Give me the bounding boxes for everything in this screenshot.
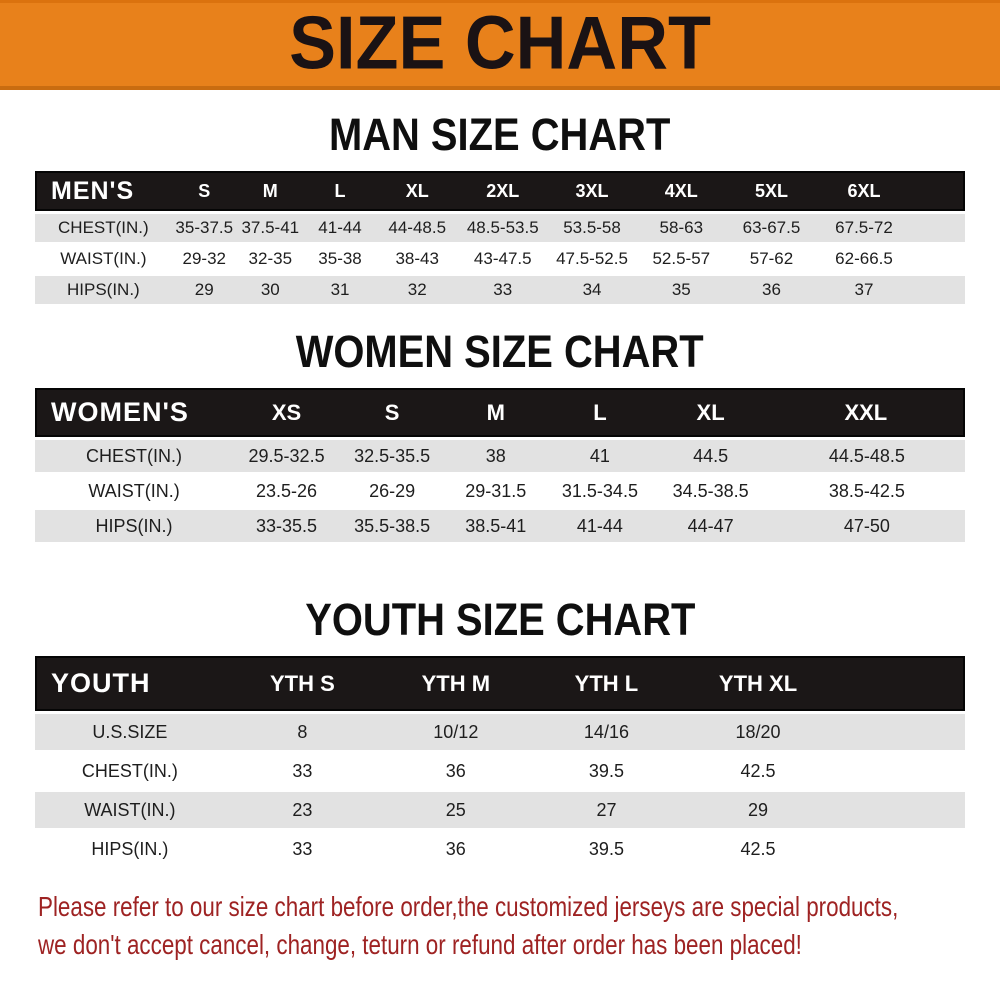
youth-row-u-s-size	[35, 714, 965, 750]
footer-disclaimer-line2	[38, 926, 1000, 964]
women-col-header-xl: XL	[652, 388, 768, 437]
youth-cell-u-s-size-yth-l: 14/16	[532, 714, 682, 750]
women-row-label-waist-in: WAIST(IN.)	[35, 475, 233, 507]
men-cell-waist-in-l: 35-38	[304, 245, 377, 273]
women-cell-hips-in-xs: 33-35.5	[233, 510, 340, 542]
women-cell-hips-in-xxl: 47-50	[769, 510, 965, 542]
women-cell-hips-in-s: 35.5-38.5	[340, 510, 444, 542]
men-col-header-m: M	[237, 171, 304, 211]
women-row-chest-in	[35, 440, 965, 472]
men-col-header-2xl: 2XL	[458, 171, 547, 211]
men-row-hips-in	[35, 276, 965, 304]
women-cell-waist-in-s: 26-29	[340, 475, 444, 507]
men-cell-chest-in-4xl: 58-63	[637, 214, 726, 242]
men-cell-hips-in-3xl: 34	[547, 276, 636, 304]
women-cell-waist-in-xs: 23.5-26	[233, 475, 340, 507]
youth-header-spacer	[835, 656, 965, 711]
women-cell-waist-in-xl: 34.5-38.5	[652, 475, 768, 507]
man-section-title	[0, 109, 1000, 168]
women-cell-chest-in-xl: 44.5	[652, 440, 768, 472]
women-size-table	[35, 385, 965, 545]
women-cell-waist-in-l: 31.5-34.5	[547, 475, 652, 507]
men-size-table	[35, 168, 965, 307]
men-cell-chest-in-5xl: 63-67.5	[726, 214, 817, 242]
men-cell-chest-in-s: 35-37.5	[172, 214, 237, 242]
women-col-header-s: S	[340, 388, 444, 437]
youth-cell-chest-in-yth-l: 39.5	[532, 753, 682, 789]
men-cell-hips-in-5xl: 36	[726, 276, 817, 304]
youth-cell-hips-in-yth-m: 36	[380, 831, 532, 867]
women-row-label-hips-in: HIPS(IN.)	[35, 510, 233, 542]
men-cell-waist-in-6xl: 62-66.5	[817, 245, 911, 273]
footer-disclaimer-line1-text: Please refer to our size chart before order,the customized jerseys are special products,	[38, 891, 899, 922]
men-cell-hips-in-xl: 32	[376, 276, 458, 304]
men-row-spacer	[911, 245, 965, 273]
youth-row-waist-in	[35, 792, 965, 828]
youth-header-row	[35, 656, 965, 711]
youth-header-label: YOUTH	[35, 656, 225, 711]
women-cell-chest-in-xs: 29.5-32.5	[233, 440, 340, 472]
orange-banner	[0, 0, 1000, 90]
men-cell-chest-in-3xl: 53.5-58	[547, 214, 636, 242]
men-cell-hips-in-4xl: 35	[637, 276, 726, 304]
men-cell-hips-in-m: 30	[237, 276, 304, 304]
women-cell-hips-in-l: 41-44	[547, 510, 652, 542]
footer-disclaimer	[0, 888, 1000, 964]
women-col-header-xxl: XXL	[769, 388, 965, 437]
youth-cell-u-s-size-yth-s: 8	[225, 714, 380, 750]
men-col-header-xl: XL	[376, 171, 458, 211]
men-cell-chest-in-6xl: 67.5-72	[817, 214, 911, 242]
women-cell-chest-in-xxl: 44.5-48.5	[769, 440, 965, 472]
men-cell-waist-in-5xl: 57-62	[726, 245, 817, 273]
men-cell-waist-in-4xl: 52.5-57	[637, 245, 726, 273]
youth-cell-chest-in-yth-m: 36	[380, 753, 532, 789]
men-header-row	[35, 171, 965, 211]
men-cell-chest-in-l: 41-44	[304, 214, 377, 242]
youth-row-spacer	[835, 714, 965, 750]
youth-cell-u-s-size-yth-m: 10/12	[380, 714, 532, 750]
men-cell-hips-in-s: 29	[172, 276, 237, 304]
men-col-header-3xl: 3XL	[547, 171, 636, 211]
women-cell-waist-in-xxl: 38.5-42.5	[769, 475, 965, 507]
youth-cell-waist-in-yth-s: 23	[225, 792, 380, 828]
women-header-row	[35, 388, 965, 437]
youth-cell-u-s-size-yth-xl: 18/20	[681, 714, 834, 750]
men-row-label-hips-in: HIPS(IN.)	[35, 276, 172, 304]
youth-row-chest-in	[35, 753, 965, 789]
men-col-header-6xl: 6XL	[817, 171, 911, 211]
youth-cell-waist-in-yth-xl: 29	[681, 792, 834, 828]
man-section-title-text: MAN SIZE CHART	[329, 109, 671, 160]
youth-col-header-yth-l: YTH L	[532, 656, 682, 711]
men-cell-hips-in-6xl: 37	[817, 276, 911, 304]
youth-cell-waist-in-yth-l: 27	[532, 792, 682, 828]
men-cell-chest-in-m: 37.5-41	[237, 214, 304, 242]
men-row-spacer	[911, 214, 965, 242]
men-row-chest-in	[35, 214, 965, 242]
women-col-header-xs: XS	[233, 388, 340, 437]
youth-section-title	[0, 594, 1000, 653]
women-col-header-m: M	[444, 388, 547, 437]
youth-cell-hips-in-yth-l: 39.5	[532, 831, 682, 867]
men-cell-waist-in-s: 29-32	[172, 245, 237, 273]
men-col-header-4xl: 4XL	[637, 171, 726, 211]
youth-row-spacer	[835, 753, 965, 789]
men-row-label-waist-in: WAIST(IN.)	[35, 245, 172, 273]
men-col-header-5xl: 5XL	[726, 171, 817, 211]
men-cell-waist-in-3xl: 47.5-52.5	[547, 245, 636, 273]
men-cell-hips-in-2xl: 33	[458, 276, 547, 304]
women-cell-waist-in-m: 29-31.5	[444, 475, 547, 507]
men-cell-chest-in-xl: 44-48.5	[376, 214, 458, 242]
men-cell-chest-in-2xl: 48.5-53.5	[458, 214, 547, 242]
women-row-waist-in	[35, 475, 965, 507]
youth-row-label-u-s-size: U.S.SIZE	[35, 714, 225, 750]
youth-row-spacer	[835, 831, 965, 867]
youth-row-hips-in	[35, 831, 965, 867]
women-section-title-text: WOMEN SIZE CHART	[296, 326, 704, 377]
men-row-waist-in	[35, 245, 965, 273]
women-cell-chest-in-l: 41	[547, 440, 652, 472]
women-row-label-chest-in: CHEST(IN.)	[35, 440, 233, 472]
banner-title: SIZE CHART	[289, 0, 711, 85]
men-row-label-chest-in: CHEST(IN.)	[35, 214, 172, 242]
women-col-header-l: L	[547, 388, 652, 437]
women-cell-chest-in-s: 32.5-35.5	[340, 440, 444, 472]
women-cell-chest-in-m: 38	[444, 440, 547, 472]
women-row-hips-in	[35, 510, 965, 542]
youth-col-header-yth-s: YTH S	[225, 656, 380, 711]
women-cell-hips-in-m: 38.5-41	[444, 510, 547, 542]
men-cell-waist-in-xl: 38-43	[376, 245, 458, 273]
men-cell-waist-in-m: 32-35	[237, 245, 304, 273]
youth-section-title-text: YOUTH SIZE CHART	[304, 594, 696, 645]
youth-col-header-yth-xl: YTH XL	[681, 656, 834, 711]
men-row-spacer	[911, 276, 965, 304]
men-col-header-l: L	[304, 171, 377, 211]
women-header-label: WOMEN'S	[35, 388, 233, 437]
youth-col-header-yth-m: YTH M	[380, 656, 532, 711]
youth-row-spacer	[835, 792, 965, 828]
men-cell-hips-in-l: 31	[304, 276, 377, 304]
youth-row-label-hips-in: HIPS(IN.)	[35, 831, 225, 867]
youth-size-table	[35, 653, 965, 870]
men-col-header-s: S	[172, 171, 237, 211]
men-header-spacer	[911, 171, 965, 211]
youth-cell-chest-in-yth-xl: 42.5	[681, 753, 834, 789]
youth-cell-hips-in-yth-xl: 42.5	[681, 831, 834, 867]
footer-disclaimer-line1	[38, 888, 1000, 926]
women-section-title	[0, 326, 1000, 385]
youth-row-label-chest-in: CHEST(IN.)	[35, 753, 225, 789]
youth-cell-hips-in-yth-s: 33	[225, 831, 380, 867]
men-cell-waist-in-2xl: 43-47.5	[458, 245, 547, 273]
women-cell-hips-in-xl: 44-47	[652, 510, 768, 542]
youth-row-label-waist-in: WAIST(IN.)	[35, 792, 225, 828]
youth-cell-waist-in-yth-m: 25	[380, 792, 532, 828]
men-header-label: MEN'S	[35, 171, 172, 211]
footer-disclaimer-line2-text: we don't accept cancel, change, teturn or refund after order has been placed!	[38, 929, 802, 960]
youth-cell-chest-in-yth-s: 33	[225, 753, 380, 789]
